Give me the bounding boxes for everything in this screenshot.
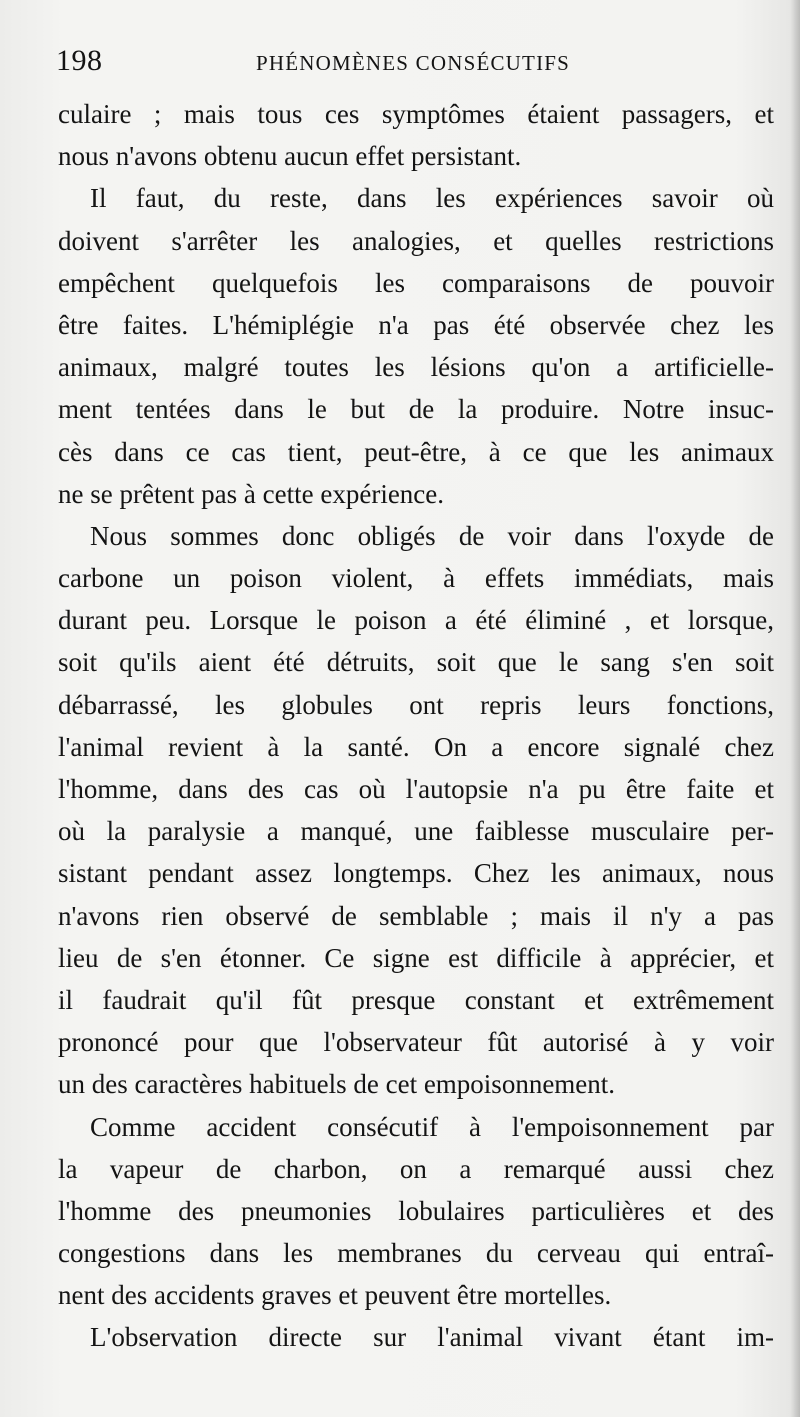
text-line: congestions dans les membranes du cerveau qui entraî- — [58, 1238, 774, 1269]
running-title: PHÉNOMÈNES CONSÉCUTIFS — [256, 51, 571, 75]
text-line: où la paralysie a manqué, une faiblesse musculaire per- — [58, 816, 774, 847]
text-line: l'homme des pneumonies lobulaires particulières et des — [58, 1195, 774, 1226]
body-text — [58, 93, 774, 1359]
text-line: l'homme, dans des cas où l'autopsie n'a pu être faite et — [58, 774, 774, 804]
text-line: ne se prêtent pas à cette expérience. — [58, 478, 445, 509]
text-line: un des caractères habituels de cet empoisonnement. — [58, 1069, 616, 1100]
text-line: sistant pendant assez longtemps. Chez les animaux, nous — [58, 858, 774, 889]
text-line: lieu de s'en étonner. Ce signe est difficile à apprécier, et — [58, 942, 774, 973]
text-line: carbone un poison violent, à effets immédiats, mais — [58, 563, 774, 594]
text-line: doivent s'arrêter les analogies, et quelles restrictions — [58, 225, 774, 256]
text-line: Nous sommes donc obligés de voir dans l'oxyde de — [90, 520, 774, 551]
text-line: nent des accidents graves et peuvent être mortelles. — [58, 1280, 612, 1311]
text-line: nous n'avons obtenu aucun effet persistant. — [58, 141, 522, 172]
text-line: Il faut, du reste, dans les expériences savoir où — [90, 183, 774, 214]
text-line: soit qu'ils aient été détruits, soit que le sang s'en soit — [58, 647, 774, 678]
text-line: animaux, malgré toutes les lésions qu'on a artificielle- — [58, 352, 774, 383]
text-line: durant peu. Lorsque le poison a été éliminé , et lorsque, — [58, 605, 774, 636]
text-line: prononcé pour que l'observateur fût autorisé à y voir — [58, 1027, 774, 1058]
text-line: débarrassé, les globules ont repris leurs fonctions, — [58, 689, 774, 720]
text-line: la vapeur de charbon, on a remarqué aussi chez — [58, 1153, 774, 1184]
text-line: ment tentées dans le but de la produire. Notre insuc- — [58, 394, 774, 425]
page-edge-shadow — [790, 0, 800, 1417]
text-line: culaire ; mais tous ces symptômes étaient passagers, et — [58, 99, 774, 129]
page-header — [56, 44, 776, 84]
text-line: l'animal revient à la santé. On a encore signalé chez — [58, 731, 774, 762]
text-line: il faudrait qu'il fût presque constant et extrêmement — [58, 984, 774, 1015]
text-line: n'avons rien observé de semblable ; mais il n'y a pas — [58, 900, 774, 931]
text-line: cès dans ce cas tient, peut-être, à ce que les animaux — [58, 436, 774, 467]
page-number: 198 — [56, 44, 103, 77]
text-line: L'observation directe sur l'animal vivant étant im- — [90, 1322, 774, 1353]
text-line: empêchent quelquefois les comparaisons de pouvoir — [58, 267, 774, 298]
text-line: Comme accident consécutif à l'empoisonnement par — [90, 1111, 774, 1142]
text-line: être faites. L'hémiplégie n'a pas été observée chez les — [58, 309, 774, 340]
